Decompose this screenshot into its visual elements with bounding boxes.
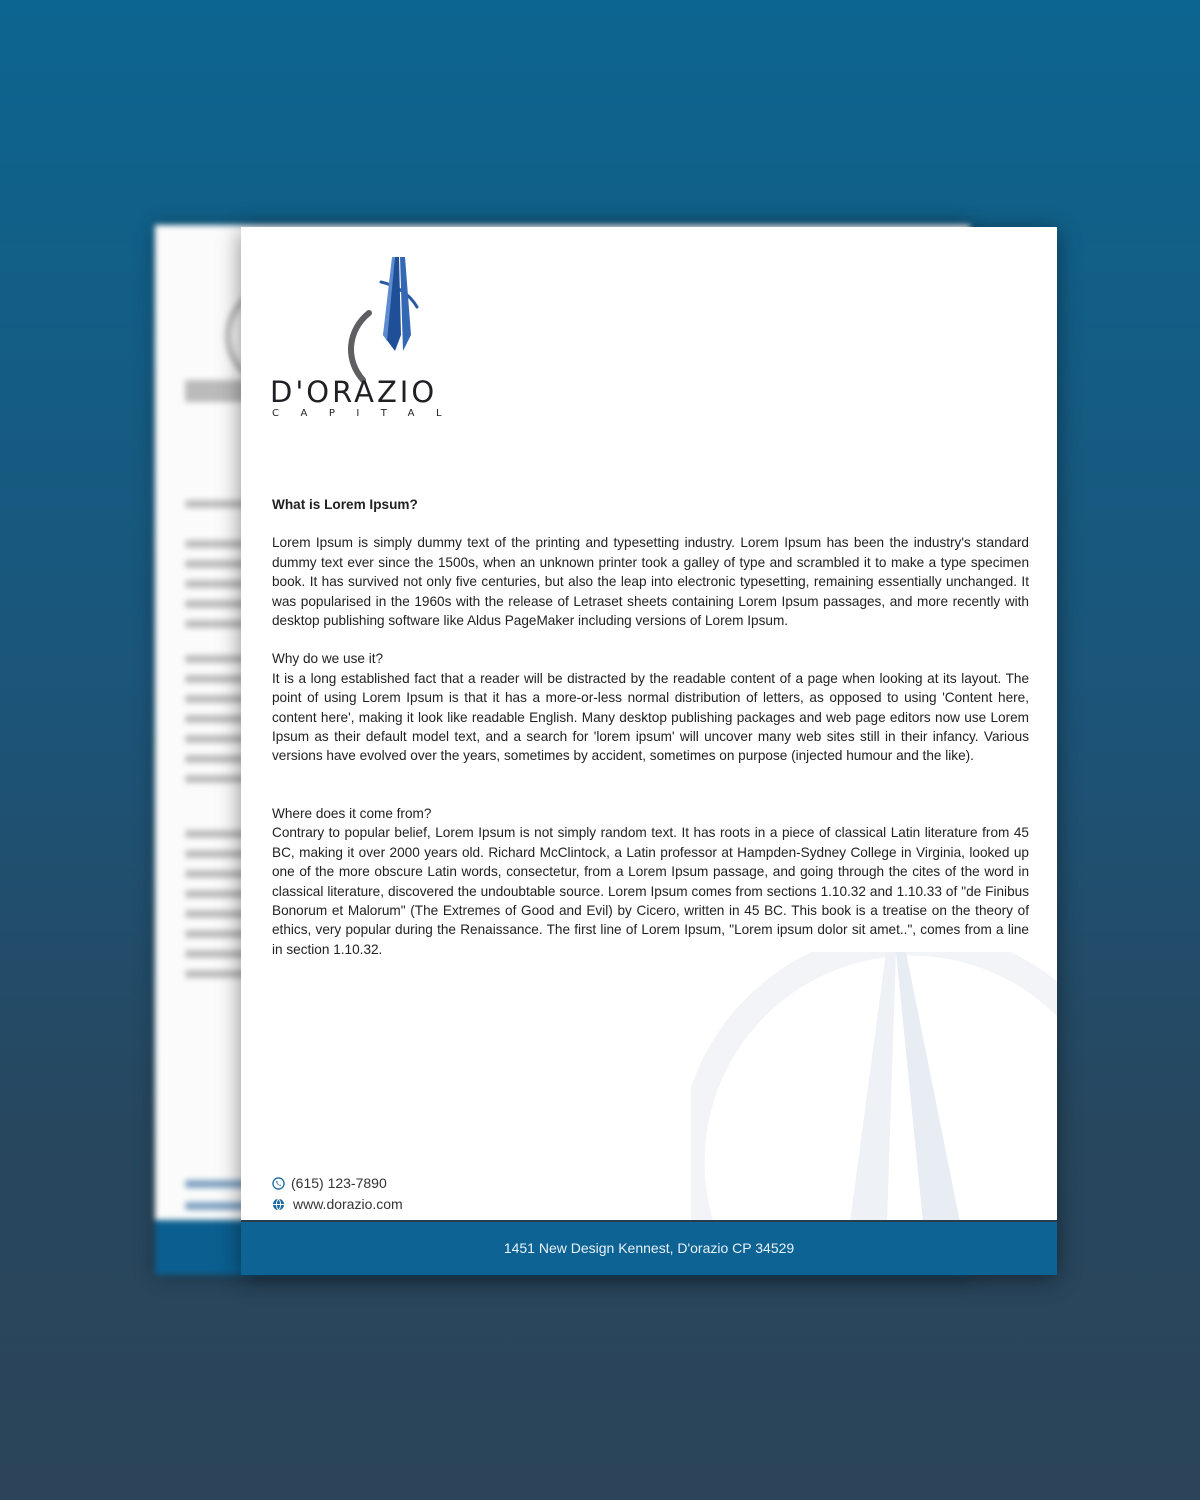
footer-address: 1451 New Design Kennest, D'orazio CP 34529 — [503, 1240, 795, 1256]
globe-icon — [272, 1198, 285, 1211]
section-body-why: It is a long established fact that a reader will be distracted by the readable content of a page when looking at its layout. The point of using Lorem Ipsum is that it has a more-or-less normal distribution of letters, as opposed to using 'Content here, content here', making it look like readable English. Many desktop publishing packages and web page editors now use Lorem Ipsum as their default model text, and a search for 'lorem ipsum' will uncover many web sites still in their infancy. Various versions have evolved over the years, sometimes by accident, sometimes on purpose (injected humour and the like). — [272, 670, 1029, 764]
brand-tagline: CAPITAL — [272, 408, 464, 419]
phone-icon — [272, 1177, 285, 1190]
brand-name: D'ORAZIO — [270, 375, 438, 409]
letterhead-page — [241, 227, 1057, 1275]
letter-body — [272, 495, 1029, 959]
footer-bar — [241, 1220, 1057, 1275]
section-heading-why: Why do we use it? — [272, 651, 384, 667]
website-link[interactable]: www.dorazio.com — [293, 1196, 403, 1212]
section-body-where: Contrary to popular belief, Lorem Ipsum is not simply random text. It has roots in a piece of classical Latin literature from 45 BC, making it over 2000 years old. Richard McClintock, a Latin professor at Hampden-Sydney College in Virginia, looked up one of the more obscure Latin words, consectetur, from a Lorem Ipsum passage, and going through the cites of the word in classical literature, discovered the undoubtable source. Lorem Ipsum comes from sections 1.10.32 and 1.10.33 of "de Finibus Bonorum et Malorum" (The Extremes of Good and Evil) by Cicero, written in 45 BC. This book is a treatise on the theory of ethics, very popular during the Renaissance. The first line of Lorem Ipsum, "Lorem ipsum dolor sit amet..", comes from a line in section 1.10.32. — [272, 825, 1029, 957]
contact-phone — [272, 1175, 387, 1191]
contact-website — [272, 1196, 403, 1212]
section-heading-where: Where does it come from? — [272, 805, 432, 821]
section-heading-what: What is Lorem Ipsum? — [272, 497, 418, 512]
logo-watermark — [691, 952, 1057, 1252]
section-body-what: Lorem Ipsum is simply dummy text of the printing and typesetting industry. Lorem Ipsum has been the industry's standard dummy text ever since the 1500s, when an unknown printer took a galley of type and scrambled it to make a type specimen book. It has survived not only five centuries, but also the leap into electronic typesetting, remaining essentially unchanged. It was popularised in the 1960s with the release of Letraset sheets containing Lorem Ipsum passages, and more recently with desktop publishing software like Aldus PageMaker including versions of Lorem Ipsum. — [272, 535, 1029, 629]
phone-number[interactable]: (615) 123-7890 — [291, 1175, 387, 1191]
